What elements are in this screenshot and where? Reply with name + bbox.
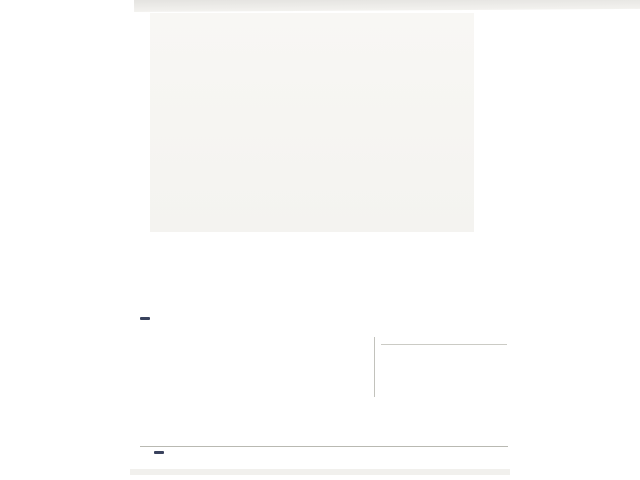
bean-photo-svg bbox=[150, 13, 474, 232]
nishiyama-daizu-logo bbox=[438, 408, 506, 411]
shop-list-right bbox=[381, 337, 507, 352]
bottom-rule bbox=[140, 446, 508, 447]
scan-shadow-top bbox=[134, 0, 640, 12]
column-divider bbox=[374, 337, 375, 397]
sale-items-badge bbox=[140, 317, 150, 320]
sale-items-line bbox=[140, 317, 154, 320]
shop-entry bbox=[381, 344, 507, 352]
title-block bbox=[143, 235, 161, 242]
contact-badge bbox=[154, 451, 164, 454]
bean-photo bbox=[150, 13, 474, 232]
scan-shadow-bottom bbox=[130, 469, 510, 475]
shop-entry bbox=[381, 337, 507, 344]
contact-line bbox=[154, 451, 168, 454]
